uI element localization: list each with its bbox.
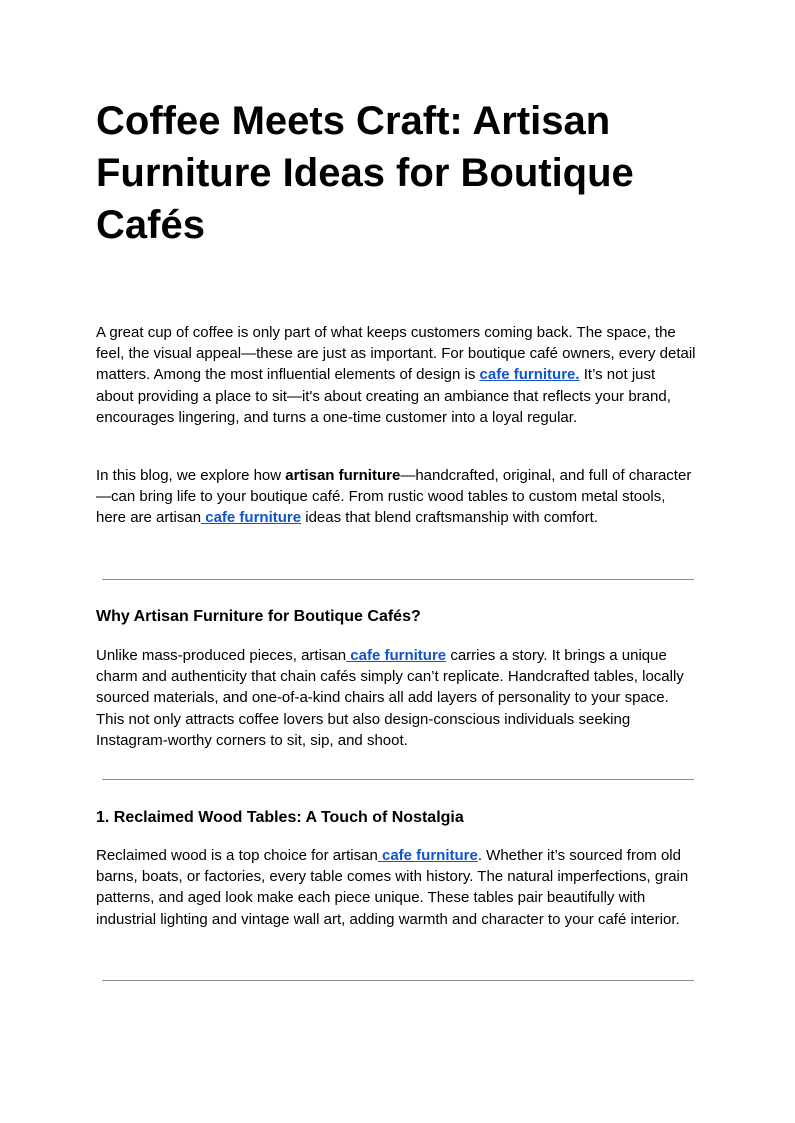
why-artisan-heading: Why Artisan Furniture for Boutique Cafés? [96,608,421,625]
intro-text-2c: ideas that blend craftsmanship with comfort. [301,509,598,527]
reclaimed-text-b: . Whether it’s sourced from old barns, boats, or factories, every table comes with history. The natural imperfections, grain patterns, and aged look make each piece unique. These tables pair beautifully with industrial lighting and vintage wall art, adding warmth and character to your café interior. [96,847,689,928]
cafe-furniture-link-4[interactable]: cafe furniture [377,847,478,864]
intro-paragraph-1 [96,322,696,428]
cafe-furniture-link-1[interactable]: cafe furniture. [479,366,580,384]
section-divider-1 [102,579,694,580]
why-text-b: carries a story. It brings a unique charm and authenticity that chain cafés simply can’t replicate. Handcrafted tables, locally sourced materials, and one-of-a-kind chairs all add layers of personality to your space. This not only attracts coffee lovers but also design-conscious individuals seeking Instagram-worthy corners to sit, sip, and shoot. [96,647,684,749]
page-title: Coffee Meets Craft: Artisan Furniture Ideas for Boutique Cafés [96,99,634,247]
intro-text-1a: A great cup of coffee is only part of what keeps customers coming back. The space, the feel, the visual appeal—these are just as important. For boutique café owners, every detail matters. Among the most influential elements of design is [96,324,696,384]
cafe-furniture-link-2[interactable]: cafe furniture [201,509,302,527]
reclaimed-wood-heading: 1. Reclaimed Wood Tables: A Touch of Nostalgia [96,809,464,826]
intro-text-2b: —handcrafted, original, and full of character—can bring life to your boutique café. From rustic wood tables to custom metal stools, here are artisan [96,467,692,527]
artisan-furniture-bold: artisan furniture [285,467,401,484]
reclaimed-text-a: Reclaimed wood is a top choice for artisan [96,847,378,864]
intro-paragraph-2 [96,465,696,529]
section-divider-3 [102,980,694,981]
intro-text-1b: It’s not just about providing a place to sit—it's about creating an ambiance that reflects your brand, encourages lingering, and turns a one-time customer into a loyal regular. [96,366,671,426]
section-divider-2 [102,779,694,780]
why-text-a: Unlike mass-produced pieces, artisan [96,647,347,664]
why-artisan-paragraph [96,645,696,751]
reclaimed-wood-paragraph [96,845,696,930]
intro-text-2a: In this blog, we explore how [96,467,286,484]
cafe-furniture-link-3[interactable]: cafe furniture [346,647,447,664]
